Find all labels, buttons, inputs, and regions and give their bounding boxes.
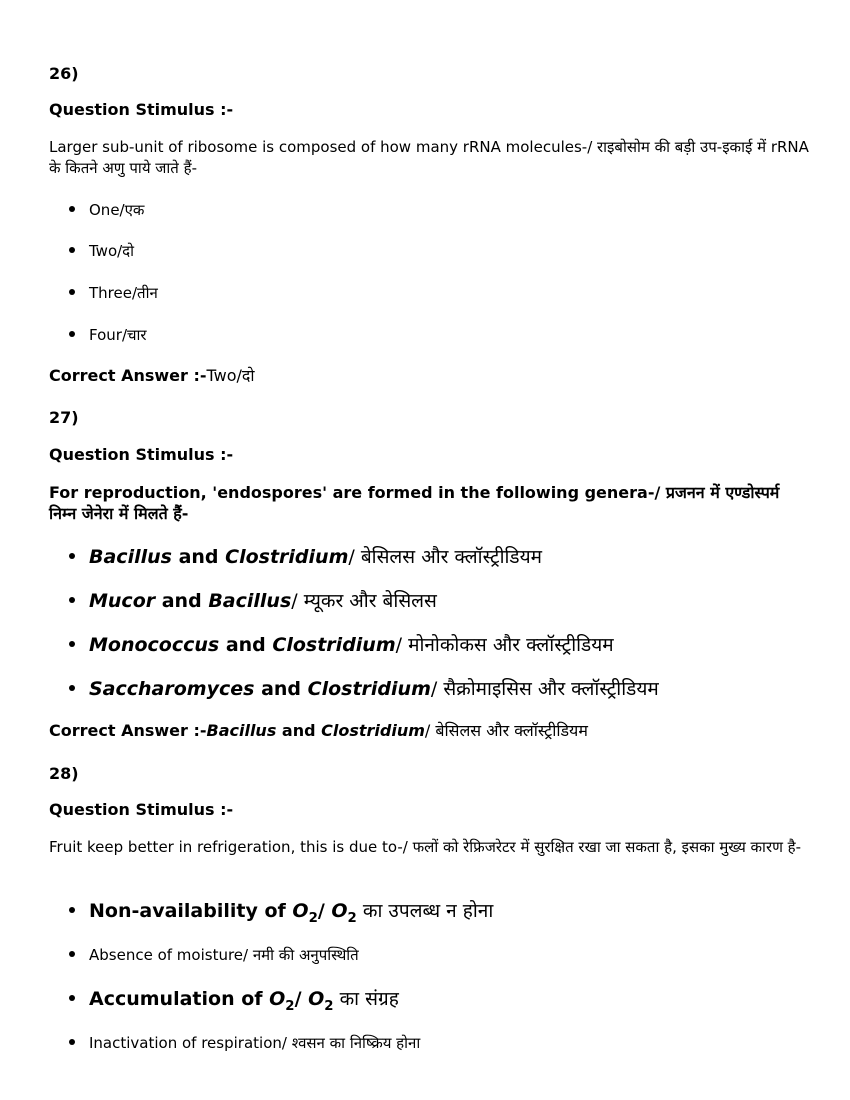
question-number: 26)	[49, 64, 79, 83]
conjunction: and	[219, 634, 273, 656]
stimulus-label: Question Stimulus :-	[49, 445, 234, 464]
conjunction: and	[171, 546, 226, 568]
hindi-text: / सैक्रोमाइसिस और क्लॉस्ट्रीडियम	[430, 678, 659, 700]
hindi-text: / बेसिलस और क्लॉस्ट्रीडियम	[424, 721, 588, 740]
option-item	[49, 985, 399, 1014]
hindi-text: / बेसिलस और क्लॉस्ट्रीडियम	[348, 546, 542, 568]
answer-text: Two/दो	[206, 366, 255, 385]
conjunction: and	[276, 721, 322, 740]
option-text: Non-availability of	[89, 900, 293, 922]
answer-label: Correct Answer :-	[49, 366, 207, 385]
bullet-icon	[69, 597, 75, 603]
bullet-icon	[69, 247, 75, 253]
conjunction: and	[155, 590, 209, 612]
option-item	[49, 543, 542, 569]
option-text: Two/दो	[89, 242, 135, 260]
subscript: 2	[285, 998, 295, 1014]
hindi-text: / मोनोकोकस और क्लॉस्ट्रीडियम	[395, 634, 614, 656]
oxygen-symbol: O	[292, 900, 309, 922]
answer-label: Correct Answer :-	[49, 721, 207, 740]
option-text: Three/तीन	[89, 284, 158, 302]
option-item	[49, 945, 359, 965]
option-text: Absence of moisture/ नमी की अनुपस्थिति	[89, 946, 359, 964]
genus-name: Monococcus	[89, 634, 220, 656]
genus-name: Mucor	[89, 590, 156, 612]
correct-answer	[49, 364, 255, 386]
genus-name: Clostridium	[225, 546, 349, 568]
bullet-icon	[69, 951, 75, 957]
genus-name: Clostridium	[272, 634, 396, 656]
question-stimulus: For reproduction, 'endospores' are formed in the following genera-/ प्रजनन में एण्डोस्पर्म निम्न जेनेरा में मिलते हैं-	[49, 483, 780, 523]
option-item	[49, 283, 158, 303]
genus-name: Clostridium	[307, 678, 431, 700]
genus-name: Bacillus	[208, 590, 292, 612]
hindi-text: / म्यूकर और बेसिलस	[291, 590, 437, 612]
genus-name: Clostridium	[321, 721, 425, 740]
hindi-text: का उपलब्ध न होना	[356, 900, 494, 922]
option-text: Inactivation of respiration/ श्वसन का निष्क्रिय होना	[89, 1034, 421, 1052]
bullet-icon	[69, 331, 75, 337]
option-item	[49, 325, 147, 345]
genus-name: Saccharomyces	[89, 678, 255, 700]
bullet-icon	[69, 553, 75, 559]
subscript: 2	[324, 998, 334, 1014]
question-stimulus: Larger sub-unit of ribosome is composed of how many rRNA molecules-/ राइबोसोम की बड़ी उप-इकाई में rRNA के कितने अणु पाये जाते हैं-	[49, 138, 809, 177]
genus-name: Bacillus	[89, 546, 172, 568]
bullet-icon	[69, 206, 75, 212]
option-item	[49, 631, 614, 657]
option-text: Accumulation of	[89, 988, 270, 1010]
option-item	[49, 897, 493, 926]
question-stimulus: Fruit keep better in refrigeration, this is due to-/ फलों को रेफ्रिजरेटर में सुरक्षित रखा जा सकता है, इसका मुख्य कारण है-	[49, 838, 802, 856]
option-text: Four/चार	[89, 326, 147, 344]
question-number: 27)	[49, 408, 79, 427]
genus-name: Bacillus	[206, 721, 277, 740]
correct-answer	[49, 719, 588, 741]
separator: /	[294, 988, 309, 1010]
oxygen-symbol: O	[308, 988, 325, 1010]
stimulus-label: Question Stimulus :-	[49, 100, 234, 119]
option-item	[49, 675, 659, 701]
option-text: One/एक	[89, 201, 145, 219]
separator: /	[317, 900, 332, 922]
oxygen-symbol: O	[331, 900, 348, 922]
bullet-icon	[69, 641, 75, 647]
bullet-icon	[69, 1039, 75, 1045]
stimulus-label: Question Stimulus :-	[49, 800, 234, 819]
option-item	[49, 587, 437, 613]
subscript: 2	[347, 910, 357, 926]
option-item	[49, 1033, 420, 1053]
bullet-icon	[69, 289, 75, 295]
option-item	[49, 241, 134, 261]
bullet-icon	[69, 685, 75, 691]
subscript: 2	[308, 910, 318, 926]
option-item	[49, 200, 144, 220]
hindi-text: का संग्रह	[333, 988, 399, 1010]
oxygen-symbol: O	[269, 988, 286, 1010]
conjunction: and	[254, 678, 308, 700]
question-number: 28)	[49, 764, 79, 783]
bullet-icon	[69, 907, 75, 913]
bullet-icon	[69, 995, 75, 1001]
